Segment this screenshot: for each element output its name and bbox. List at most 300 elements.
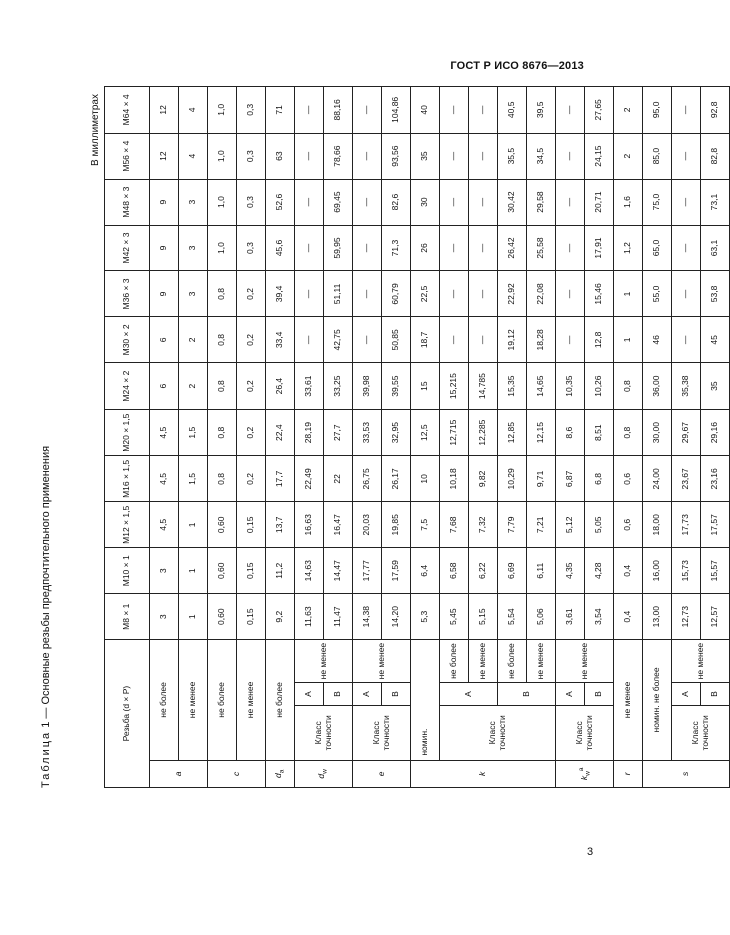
table-cell: 18,28 (527, 317, 556, 363)
table-cell: 35 (701, 363, 730, 410)
table-cell: 51,11 (324, 271, 353, 317)
class-b: B (324, 683, 353, 706)
table-cell: 18,00 (643, 502, 672, 548)
table-cell: 22,08 (527, 271, 556, 317)
table-cell: — (556, 271, 585, 317)
table-cell: 59,95 (324, 225, 353, 271)
table-cell: 0,2 (237, 409, 266, 456)
param-kw-sup: a (577, 767, 585, 772)
limit-label: не более (440, 640, 469, 683)
param-da-sub: a (278, 769, 286, 774)
thread-header: Резьба (d × P) (105, 640, 150, 788)
table-cell: 0,8 (614, 409, 643, 456)
table-cell: 0,4 (614, 594, 643, 640)
table-cell: 24,00 (643, 456, 672, 502)
table-cell: 35,5 (498, 133, 527, 179)
class-label: Класс точности (672, 706, 730, 761)
limit-label: не менее (353, 640, 411, 683)
limit-label: не более (498, 640, 527, 683)
table-cell: 16,63 (295, 502, 324, 548)
table-cell: 0,3 (237, 87, 266, 134)
table-cell: 71,3 (382, 225, 411, 271)
table-cell: 1,0 (208, 225, 237, 271)
table-cell: — (353, 225, 382, 271)
param-dw-sub: w (322, 769, 330, 774)
table-row (266, 87, 295, 788)
table-cell: 14,47 (324, 548, 353, 594)
table-cell: 0,60 (208, 594, 237, 640)
table-caption (40, 446, 52, 788)
table-cell: 4,5 (150, 502, 179, 548)
class-label: Класс точности (440, 706, 556, 761)
table-row (440, 87, 469, 788)
table-cell: 0,2 (237, 271, 266, 317)
class-a: A (295, 683, 324, 706)
table-cell: 12,8 (585, 317, 614, 363)
class-label: Класс точности (556, 706, 614, 761)
table-cell: 12,85 (498, 409, 527, 456)
table-cell: 26 (411, 225, 440, 271)
table-row (643, 87, 672, 788)
table-cell: 25,58 (527, 225, 556, 271)
table-cell: 4,5 (150, 409, 179, 456)
table-cell: — (440, 179, 469, 225)
table-cell: 29,67 (672, 409, 701, 456)
table-cell: — (469, 271, 498, 317)
table-cell: 11,47 (324, 594, 353, 640)
table-cell: — (556, 317, 585, 363)
table-cell: 0,15 (237, 594, 266, 640)
table-cell: 23,67 (672, 456, 701, 502)
class-b: B (498, 683, 556, 706)
table-cell: 17,7 (266, 456, 295, 502)
table-cell: 9 (150, 271, 179, 317)
table-cell: 6,8 (585, 456, 614, 502)
table-cell: 2 (614, 133, 643, 179)
table-cell: 15,215 (440, 363, 469, 410)
param-k: k (411, 760, 556, 787)
table-cell: 50,85 (382, 317, 411, 363)
table-cell: — (556, 179, 585, 225)
table-cell: 15,35 (498, 363, 527, 410)
table-cell: 12 (150, 87, 179, 134)
table-cell: 42,75 (324, 317, 353, 363)
table-cell: 6,69 (498, 548, 527, 594)
table-cell: 12,73 (672, 594, 701, 640)
param-kw-symbol: k (578, 775, 589, 781)
table-cell: 35 (411, 133, 440, 179)
table-cell: 10,18 (440, 456, 469, 502)
table-cell: — (440, 87, 469, 134)
table-cell: 33,4 (266, 317, 295, 363)
size-header: M24 × 2 (105, 363, 150, 410)
table-row (295, 87, 324, 788)
table-cell: 6 (150, 317, 179, 363)
table-cell: 27,7 (324, 409, 353, 456)
table-cell: — (353, 271, 382, 317)
table-cell: 35,38 (672, 363, 701, 410)
table-cell: 95,0 (643, 87, 672, 134)
table-cell: 1,0 (208, 87, 237, 134)
table-cell: 2 (614, 87, 643, 134)
class-a: A (672, 683, 701, 706)
param-e: e (353, 760, 411, 787)
table-cell: 6,58 (440, 548, 469, 594)
table-cell: 36,00 (643, 363, 672, 410)
limit-label: номин. не более (643, 640, 672, 761)
table-cell: 16,00 (643, 548, 672, 594)
table-cell: 12,15 (527, 409, 556, 456)
table-cell: — (295, 179, 324, 225)
size-header: M64 × 4 (105, 87, 150, 134)
table-cell: 0,8 (208, 409, 237, 456)
size-header: M16 × 1,5 (105, 456, 150, 502)
table-row (672, 87, 701, 788)
table-cell: 0,3 (237, 225, 266, 271)
param-dw (295, 760, 353, 787)
table-cell: 71 (266, 87, 295, 134)
table-cell: 17,91 (585, 225, 614, 271)
table-cell: 3,54 (585, 594, 614, 640)
table-cell: 17,73 (672, 502, 701, 548)
size-header: M56 × 4 (105, 133, 150, 179)
table-cell: 17,77 (353, 548, 382, 594)
table-cell: 11,63 (295, 594, 324, 640)
table-cell: 1 (179, 548, 208, 594)
table-cell: — (672, 133, 701, 179)
table-cell: 39,98 (353, 363, 382, 410)
table-cell: — (353, 179, 382, 225)
table-cell: 10,35 (556, 363, 585, 410)
table-cell: 63,1 (701, 225, 730, 271)
limit-label: не менее (527, 640, 556, 683)
table-cell: — (672, 271, 701, 317)
table-cell: — (353, 87, 382, 134)
document-code: ГОСТ Р ИСО 8676—2013 (450, 60, 584, 72)
table-cell: 9,2 (266, 594, 295, 640)
table-cell: 6,22 (469, 548, 498, 594)
table-cell: 5,15 (469, 594, 498, 640)
table-cell: 0,6 (614, 502, 643, 548)
size-header: M36 × 3 (105, 271, 150, 317)
table-cell: 45 (701, 317, 730, 363)
table-cell: 7,68 (440, 502, 469, 548)
caption-label: Таблица (40, 730, 52, 788)
table-cell: 45,6 (266, 225, 295, 271)
size-header: M10 × 1 (105, 548, 150, 594)
param-r: r (614, 760, 643, 787)
size-header: M8 × 1 (105, 594, 150, 640)
table-cell: 82,8 (701, 133, 730, 179)
table-cell: 4 (179, 133, 208, 179)
table-cell: 15,73 (672, 548, 701, 594)
units-note: В миллиметрах (90, 94, 101, 166)
table-cell: — (556, 133, 585, 179)
table-row (527, 87, 556, 788)
header-row (105, 87, 150, 788)
class-b: B (382, 683, 411, 706)
limit-label: не более (150, 640, 179, 761)
table-cell: 14,38 (353, 594, 382, 640)
table-cell: 40,5 (498, 87, 527, 134)
page-number: 3 (587, 846, 594, 858)
table-cell: — (556, 225, 585, 271)
table-cell: 12,57 (701, 594, 730, 640)
class-a: A (353, 683, 382, 706)
table-cell: 14,785 (469, 363, 498, 410)
table-cell: 14,63 (295, 548, 324, 594)
caption-text: — Основные резьбы предпочтительного применения (40, 445, 52, 719)
table-cell: 5,45 (440, 594, 469, 640)
table-cell: 65,0 (643, 225, 672, 271)
limit-label: не менее (469, 640, 498, 683)
table-cell: 26,75 (353, 456, 382, 502)
table-cell: 3 (150, 548, 179, 594)
table-cell: 12 (150, 133, 179, 179)
table-cell: 0,15 (237, 502, 266, 548)
table-cell: 30,00 (643, 409, 672, 456)
table-cell: — (295, 133, 324, 179)
table-cell: 16,47 (324, 502, 353, 548)
table-cell: 27,65 (585, 87, 614, 134)
table-row (382, 87, 411, 788)
table-cell: 15,57 (701, 548, 730, 594)
table-cell: 26,17 (382, 456, 411, 502)
table-cell: 55,0 (643, 271, 672, 317)
table-cell: 5,54 (498, 594, 527, 640)
table-cell: 39,5 (527, 87, 556, 134)
table-cell: 20,03 (353, 502, 382, 548)
table-cell: 6,4 (411, 548, 440, 594)
table-cell: 3 (179, 271, 208, 317)
table-cell: 82,6 (382, 179, 411, 225)
table-cell: 14,20 (382, 594, 411, 640)
table-cell: 52,6 (266, 179, 295, 225)
table-cell: 22,92 (498, 271, 527, 317)
table-cell: 1,2 (614, 225, 643, 271)
table-cell: 40 (411, 87, 440, 134)
table-cell: 6,87 (556, 456, 585, 502)
table-cell: 29,16 (701, 409, 730, 456)
table-cell: — (353, 133, 382, 179)
table-cell: 3,61 (556, 594, 585, 640)
table-cell: 92,8 (701, 87, 730, 134)
table-cell: — (469, 87, 498, 134)
table-cell: 0,2 (237, 363, 266, 410)
table-cell: 0,8 (208, 271, 237, 317)
table-row (237, 87, 266, 788)
table-cell: 1 (179, 502, 208, 548)
thread-table (104, 86, 730, 788)
table-cell: 23,16 (701, 456, 730, 502)
table-cell: 6 (150, 363, 179, 410)
table-row (556, 87, 585, 788)
table-cell: 63 (266, 133, 295, 179)
table-cell: 0,8 (614, 363, 643, 410)
table-cell: 0,3 (237, 179, 266, 225)
table-cell: 85,0 (643, 133, 672, 179)
table-cell: 9 (150, 179, 179, 225)
table-row (353, 87, 382, 788)
table-cell: 88,16 (324, 87, 353, 134)
table-cell: 10,29 (498, 456, 527, 502)
table-cell: 7,21 (527, 502, 556, 548)
table-cell: 78,66 (324, 133, 353, 179)
limit-label: не более (208, 640, 237, 761)
table-cell: 11,2 (266, 548, 295, 594)
table-cell: 4,35 (556, 548, 585, 594)
table-cell: 19,85 (382, 502, 411, 548)
table-cell: 7,32 (469, 502, 498, 548)
table-cell: 2 (179, 317, 208, 363)
table-cell: — (672, 179, 701, 225)
limit-label: не менее (614, 640, 643, 761)
table-cell: — (469, 179, 498, 225)
table-cell: — (672, 87, 701, 134)
param-da-symbol: d (272, 773, 283, 779)
table-cell: 30,42 (498, 179, 527, 225)
table-cell: — (440, 225, 469, 271)
table-cell: 33,53 (353, 409, 382, 456)
table-cell: — (672, 317, 701, 363)
table-cell: 10,26 (585, 363, 614, 410)
param-c: c (208, 760, 266, 787)
table-cell: 75,0 (643, 179, 672, 225)
table-cell: 46 (643, 317, 672, 363)
table-cell: 1,5 (179, 409, 208, 456)
table-cell: — (469, 133, 498, 179)
class-b: B (585, 683, 614, 706)
table-cell: 0,2 (237, 456, 266, 502)
table-cell: 1,0 (208, 133, 237, 179)
table-cell: 17,57 (701, 502, 730, 548)
caption-number: 1 (40, 721, 52, 728)
table-cell: 2 (179, 363, 208, 410)
table-cell: 93,56 (382, 133, 411, 179)
table-cell: 5,06 (527, 594, 556, 640)
table-cell: 1 (614, 271, 643, 317)
table-cell: 0,4 (614, 548, 643, 594)
param-s: s (643, 760, 730, 787)
table-cell: 22,5 (411, 271, 440, 317)
table-cell: 4,28 (585, 548, 614, 594)
table-row (585, 87, 614, 788)
limit-label: не менее (179, 640, 208, 761)
table-cell: 13,7 (266, 502, 295, 548)
size-header: M20 × 1,5 (105, 409, 150, 456)
table-cell: 22,4 (266, 409, 295, 456)
param-a: a (150, 760, 208, 787)
table-cell: 8,51 (585, 409, 614, 456)
table-row (614, 87, 643, 788)
table-row (701, 87, 730, 788)
table-cell: — (295, 271, 324, 317)
table-cell: 3 (179, 179, 208, 225)
table-cell: 22,49 (295, 456, 324, 502)
limit-label: не менее (295, 640, 353, 683)
table-row (179, 87, 208, 788)
class-label: Класс точности (295, 706, 353, 761)
table-cell: 19,12 (498, 317, 527, 363)
limit-label: не менее (556, 640, 614, 683)
table-row (469, 87, 498, 788)
table-cell: 1 (614, 317, 643, 363)
param-da (266, 760, 295, 787)
param-dw-symbol: d (316, 773, 327, 779)
table-cell: 4,5 (150, 456, 179, 502)
table-cell: — (672, 225, 701, 271)
table-cell: 73,1 (701, 179, 730, 225)
table-row (411, 87, 440, 788)
table-cell: 3 (150, 594, 179, 640)
table-cell: 8,6 (556, 409, 585, 456)
table-cell: 7,5 (411, 502, 440, 548)
table-cell: 30 (411, 179, 440, 225)
class-a: A (556, 683, 585, 706)
size-header: M42 × 3 (105, 225, 150, 271)
table-cell: 24,15 (585, 133, 614, 179)
table-cell: 1,5 (179, 456, 208, 502)
param-kw (556, 760, 614, 787)
size-header: M48 × 3 (105, 179, 150, 225)
class-a: A (440, 683, 498, 706)
table-cell: 9 (150, 225, 179, 271)
table-cell: 1 (179, 594, 208, 640)
table-cell: 0,8 (208, 363, 237, 410)
limit-label: не менее (237, 640, 266, 761)
table-row (150, 87, 179, 788)
table-cell: 32,95 (382, 409, 411, 456)
rotated-table-area (0, 86, 720, 806)
table-cell: 0,15 (237, 548, 266, 594)
table-cell: — (353, 317, 382, 363)
table-cell: 22 (324, 456, 353, 502)
table-cell: 9,82 (469, 456, 498, 502)
table-row (324, 87, 353, 788)
table-cell: 6,11 (527, 548, 556, 594)
table-cell: 18,7 (411, 317, 440, 363)
table-cell: — (469, 317, 498, 363)
size-header: M30 × 2 (105, 317, 150, 363)
table-cell: 13,00 (643, 594, 672, 640)
table-cell: 33,61 (295, 363, 324, 410)
table-cell: 0,8 (208, 456, 237, 502)
class-b: B (701, 683, 730, 706)
table-cell: 0,60 (208, 548, 237, 594)
table-cell: 5,3 (411, 594, 440, 640)
table-cell: 26,4 (266, 363, 295, 410)
limit-label: не менее (672, 640, 730, 683)
table-cell: 12,715 (440, 409, 469, 456)
table-cell: 4 (179, 87, 208, 134)
table-cell: 33,25 (324, 363, 353, 410)
table-cell: — (295, 87, 324, 134)
table-cell: 12,5 (411, 409, 440, 456)
table-cell: 0,6 (614, 456, 643, 502)
table-cell: 39,55 (382, 363, 411, 410)
table-cell: 28,19 (295, 409, 324, 456)
table-cell: 15,46 (585, 271, 614, 317)
table-cell: 1,0 (208, 179, 237, 225)
table-cell: 34,5 (527, 133, 556, 179)
table-cell: 39,4 (266, 271, 295, 317)
limit-label: не более (266, 640, 295, 761)
table-cell: 1,6 (614, 179, 643, 225)
table-cell: — (295, 317, 324, 363)
table-cell: 69,45 (324, 179, 353, 225)
table-cell: 60,79 (382, 271, 411, 317)
table-cell: — (440, 271, 469, 317)
